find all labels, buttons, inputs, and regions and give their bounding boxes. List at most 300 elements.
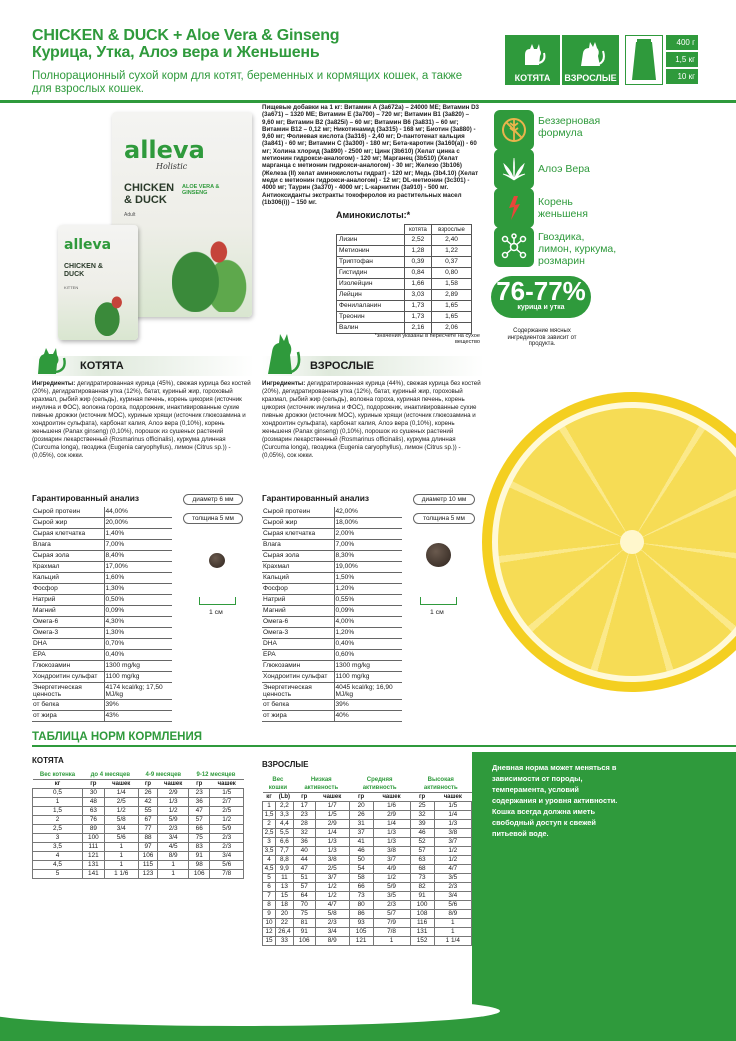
adult-ga-row <box>262 562 402 573</box>
fk-cell: 7/8 <box>210 870 244 879</box>
adult-ga-value: 0,40% <box>334 639 402 650</box>
badge-adult <box>562 35 620 85</box>
fk-cell: 47 <box>188 807 210 816</box>
kitten-ga-value: 1,30% <box>104 584 172 595</box>
fa-cell: 4,4 <box>276 820 294 829</box>
fa-cell: 10 <box>263 919 276 928</box>
amino-kitten-value: 2,16 <box>404 323 431 334</box>
fa-cell: 15 <box>263 937 276 946</box>
fa-cell: 1/4 <box>373 820 410 829</box>
adult-ga-table <box>262 507 402 722</box>
daily-note-text: Дневная норма может меняться в зависимости от породы, темперамента, условий содержания и уровня активности. Кошка всегда должна иметь свободный доступ к свежей питьевой воде. <box>492 763 618 838</box>
fk-cell: 5/8 <box>104 816 138 825</box>
kitten-ga-value: 0,70% <box>104 639 172 650</box>
kitten-scale-bar <box>199 597 236 605</box>
kitten-ga-row <box>32 562 172 573</box>
fa-cell: 6 <box>263 883 276 892</box>
adult-ga-row <box>262 507 402 518</box>
fa-unit: чашек <box>315 793 349 802</box>
fa-head-mid: Средняя активность <box>349 776 410 793</box>
amino-adult-value: 1,65 <box>432 312 472 323</box>
brand-logo: alleva <box>124 136 205 164</box>
amino-title: Аминокислоты:* <box>336 210 411 220</box>
fk-cell: 88 <box>138 834 158 843</box>
amino-col-kitten: котята <box>404 225 431 235</box>
fk-cell: 1 <box>33 798 83 807</box>
fa-cell: 4/7 <box>434 865 471 874</box>
adult-section-header <box>262 356 484 376</box>
fk-cell: 2,5 <box>33 825 83 834</box>
fa-row <box>263 937 472 946</box>
amino-name: Лизин <box>337 235 405 246</box>
adult-ga-row <box>262 606 402 617</box>
fa-cell: 1 1/4 <box>434 937 471 946</box>
package-art <box>172 212 250 312</box>
adult-ga-name: Хондроитин сульфат <box>262 672 334 683</box>
fa-cell: 22 <box>276 919 294 928</box>
fa-cell: 3/4 <box>434 892 471 901</box>
adult-ga-name: Кальций <box>262 573 334 584</box>
feeding-divider <box>32 745 736 747</box>
fk-cell: 106 <box>188 870 210 879</box>
fa-cell: 8/9 <box>315 937 349 946</box>
amino-name: Гистидин <box>337 268 405 279</box>
adult-ga-value: 1,20% <box>334 628 402 639</box>
fk-row <box>33 816 244 825</box>
fa-cell: 8 <box>263 901 276 910</box>
adult-ga-value: 2,00% <box>334 529 402 540</box>
fk-cell: 106 <box>138 852 158 861</box>
kitten-ga-value: 1,40% <box>104 529 172 540</box>
fa-cell: 32 <box>293 829 315 838</box>
kitten-ga-value: 0,40% <box>104 650 172 661</box>
kitten-ga-name: от белка <box>32 700 104 711</box>
meat-percent: 76-77% <box>496 276 586 306</box>
feature-aloe-label: Алоэ Вера <box>538 163 590 175</box>
feature-ginseng <box>494 188 534 228</box>
fk-unit: чашек <box>210 780 244 789</box>
amino-adult-value: 2,89 <box>432 290 472 301</box>
fa-cell: 73 <box>349 892 373 901</box>
fa-cell: 58 <box>349 874 373 883</box>
fk-unit: гр <box>138 780 158 789</box>
package-flavor: CHICKEN & DUCK <box>124 182 175 206</box>
kitten-ga-value: 20,00% <box>104 518 172 529</box>
molecule-icon <box>500 233 528 261</box>
amino-row <box>337 246 472 257</box>
fk-row <box>33 861 244 870</box>
adult-ga-row <box>262 540 402 551</box>
kitten-ga-value: 17,00% <box>104 562 172 573</box>
ginseng-icon <box>503 194 525 222</box>
fa-cell: 1/6 <box>373 802 410 811</box>
feature-aloe <box>494 149 534 189</box>
kitten-ga-title: Гарантированный анализ <box>32 493 140 503</box>
fa-cell: 12 <box>263 928 276 937</box>
adult-ga-name: Глюкозамин <box>262 661 334 672</box>
amino-kitten-value: 0,39 <box>404 257 431 268</box>
adult-ga-value: 42,00% <box>334 507 402 518</box>
fa-cell: 1 <box>434 928 471 937</box>
fa-cell: 1/5 <box>434 802 471 811</box>
kitten-ga-row <box>32 606 172 617</box>
fk-cell: 121 <box>83 852 105 861</box>
badge-kitten-label: КОТЯТА <box>514 73 551 83</box>
adult-ga-row <box>262 661 402 672</box>
fa-cell: 1 <box>434 919 471 928</box>
adult-ga-name: Сырая зола <box>262 551 334 562</box>
fk-cell: 4/5 <box>158 843 189 852</box>
fa-cell: 3/5 <box>434 874 471 883</box>
kitten-ga-name: Сырой жир <box>32 518 104 529</box>
adult-ga-name: Сырая клетчатка <box>262 529 334 540</box>
fk-cell: 2/3 <box>210 843 244 852</box>
amino-adult-value: 1,22 <box>432 246 472 257</box>
fa-cell: 3/5 <box>373 892 410 901</box>
kitten-ga-row <box>32 650 172 661</box>
weight-1-5kg: 1,5 кг <box>666 52 698 67</box>
fa-cell: 131 <box>410 928 434 937</box>
fa-cell: 46 <box>349 847 373 856</box>
fa-cell: 7,7 <box>276 847 294 856</box>
fa-cell: 5/8 <box>315 910 349 919</box>
fa-cell: 105 <box>349 928 373 937</box>
kitten-ga-name: Фосфор <box>32 584 104 595</box>
fk-cell: 115 <box>138 861 158 870</box>
fa-cell: 2/3 <box>434 883 471 892</box>
amino-row <box>337 323 472 334</box>
fk-cell: 77 <box>138 825 158 834</box>
fa-cell: 37 <box>349 829 373 838</box>
package-adult: Adult <box>124 212 136 218</box>
kitten-ga-row <box>32 711 172 722</box>
kitten-ingredients <box>32 380 252 460</box>
fa-cell: 1/7 <box>315 802 349 811</box>
fa-cell: 54 <box>349 865 373 874</box>
feeding-kitten-title: КОТЯТА <box>32 756 64 765</box>
fa-cell: 3/8 <box>434 829 471 838</box>
fk-cell: 3/4 <box>210 852 244 861</box>
fk-row <box>33 807 244 816</box>
additives-title: Пищевые добавки на 1 кг: <box>262 104 343 111</box>
adult-kibble <box>426 543 451 567</box>
aloe-icon <box>501 156 527 182</box>
fa-cell: 64 <box>293 892 315 901</box>
kitten-ga-name: Омега-3 <box>32 628 104 639</box>
fa-cell: 40 <box>293 847 315 856</box>
feature-grainfree <box>494 110 534 150</box>
kitten-ga-row <box>32 639 172 650</box>
adult-ingredients-text: дегидратированная курица (44%), свежая курица без костей (20%), дегидратированная утка (12%), батат, куриный жир, гороховый крахмал, рыбий жир (сельдь), волокна гороха, куриная печень, корень цикория (источник инулина и ФОС), подорожник, инактивированные сухие пивные дрожжи (источник MOC), куриные хрящи (источник глюкозамина и хондроитин сульфата), карбонат калия, Алоэ вера (0,10%), корень женьшеня (Panax ginseng) (0,10%), порошок из сушеных растений (розмарин лекарственный (Rosmarinus officinalis), куркума длинная (Curcuma longa), гвоздика (Eugenia caryophyllus), лимон (Citrus sp.)) - (0,05%), сок юкки. <box>262 380 481 459</box>
amino-col-adult: взрослые <box>432 225 472 235</box>
fa-cell: 25 <box>410 802 434 811</box>
adult-ga-row <box>262 617 402 628</box>
adult-ga-row <box>262 551 402 562</box>
fa-cell: 57 <box>410 847 434 856</box>
fa-cell: 3/7 <box>373 856 410 865</box>
fa-cell: 13 <box>276 883 294 892</box>
fk-row <box>33 870 244 879</box>
fk-cell: 1 <box>158 870 189 879</box>
fa-cell: 3,5 <box>263 847 276 856</box>
fa-cell: 6,6 <box>276 838 294 847</box>
fk-cell: 131 <box>83 861 105 870</box>
fa-cell: 46 <box>410 829 434 838</box>
adult-ga-value: 8,30% <box>334 551 402 562</box>
brand-line: Holistic <box>156 162 188 171</box>
fa-unit: чашек <box>373 793 410 802</box>
fk-cell: 1/5 <box>210 789 244 798</box>
fk-cell: 1 <box>104 852 138 861</box>
fk-cell: 3 <box>33 834 83 843</box>
fk-row <box>33 852 244 861</box>
fk-cell: 2/3 <box>158 825 189 834</box>
fa-cell: 2 <box>263 820 276 829</box>
fa-cell: 41 <box>349 838 373 847</box>
adult-ga-value: 4045 kcal/kg; 16,90 MJ/kg <box>334 683 402 700</box>
fa-row <box>263 829 472 838</box>
amino-note: *значения указаны в пересчете на сухое вещество <box>374 333 480 346</box>
kitten-ga-row <box>32 584 172 595</box>
kitten-section-header <box>32 356 254 376</box>
kitten-ga-value: 4,30% <box>104 617 172 628</box>
fk-cell: 1 <box>158 861 189 870</box>
kitten-ga-value: 1,30% <box>104 628 172 639</box>
fa-cell: 82 <box>410 883 434 892</box>
kitten-ga-row <box>32 595 172 606</box>
fa-cell: 1/2 <box>373 874 410 883</box>
fa-cell: 70 <box>293 901 315 910</box>
amino-table <box>336 224 472 334</box>
fk-cell: 67 <box>138 816 158 825</box>
kitten-scale-label: 1 см <box>209 609 223 616</box>
fa-cell: 1/2 <box>315 892 349 901</box>
fa-cell: 63 <box>410 856 434 865</box>
adult-ga-value: 19,00% <box>334 562 402 573</box>
adult-ga-row <box>262 529 402 540</box>
fa-cell: 2,2 <box>276 802 294 811</box>
kitten-ga-name: Омега-6 <box>32 617 104 628</box>
fa-cell: 3 <box>263 838 276 847</box>
fa-cell: 44 <box>293 856 315 865</box>
fk-cell: 1/2 <box>104 807 138 816</box>
fa-cell: 9,9 <box>276 865 294 874</box>
kitten-ga-name: Глюкозамин <box>32 661 104 672</box>
kitten-ga-name: Энергетическая ценность <box>32 683 104 700</box>
kitten-ga-name: от жира <box>32 711 104 722</box>
fk-cell: 48 <box>83 798 105 807</box>
fa-cell: 73 <box>410 874 434 883</box>
kitten-ga-name: Сырая клетчатка <box>32 529 104 540</box>
fk-cell: 5/9 <box>210 825 244 834</box>
kitten-ga-row <box>32 672 172 683</box>
fk-cell: 76 <box>83 816 105 825</box>
kitten-ga-row <box>32 573 172 584</box>
adult-ga-row <box>262 650 402 661</box>
fk-cell: 91 <box>188 852 210 861</box>
adult-ga-value: 0,55% <box>334 595 402 606</box>
adult-ga-value: 7,00% <box>334 540 402 551</box>
kitten-ga-row <box>32 551 172 562</box>
meat-note: Содержание мясных ингредиентов зависит от продукта. <box>507 328 577 348</box>
fk-cell: 2/9 <box>158 789 189 798</box>
fa-cell: 26,4 <box>276 928 294 937</box>
fa-cell: 106 <box>293 937 315 946</box>
adult-ga-value: 1,20% <box>334 584 402 595</box>
fa-cell: 7/9 <box>373 919 410 928</box>
adult-ga-name: DHA <box>262 639 334 650</box>
fa-row <box>263 856 472 865</box>
fk-cell: 111 <box>83 843 105 852</box>
product-title-ru: Курица, Утка, Алоэ вера и Женьшень <box>32 44 320 61</box>
amino-name: Валин <box>337 323 405 334</box>
adult-ga-name: Магний <box>262 606 334 617</box>
adult-ga-value: 40% <box>334 711 402 722</box>
fk-cell: 1/2 <box>210 816 244 825</box>
adult-ga-row <box>262 700 402 711</box>
fk-cell: 1/2 <box>158 807 189 816</box>
fa-cell: 28 <box>293 820 315 829</box>
fa-cell: 57 <box>293 883 315 892</box>
feature-grainfree-label: Беззерновая формула <box>538 115 601 139</box>
kitten-ga-row <box>32 683 172 700</box>
kitten-ga-value: 7,00% <box>104 540 172 551</box>
kitten-ga-value: 39% <box>104 700 172 711</box>
fa-cell: 1/4 <box>315 829 349 838</box>
fa-cell: 39 <box>410 820 434 829</box>
adult-scale-bar <box>420 597 457 605</box>
fa-row <box>263 892 472 901</box>
fa-cell: 75 <box>293 910 315 919</box>
fk-unit: кг <box>33 780 83 789</box>
kitten-ga-value: 0,50% <box>104 595 172 606</box>
fa-cell: 3/8 <box>373 847 410 856</box>
fa-cell: 5/9 <box>373 883 410 892</box>
fa-row <box>263 883 472 892</box>
fk-unit: чашек <box>104 780 138 789</box>
adult-section-title: ВЗРОСЛЫЕ <box>310 360 374 372</box>
fa-cell: 33 <box>276 937 294 946</box>
fk-cell: 5/6 <box>210 861 244 870</box>
adult-ga-value: 0,60% <box>334 650 402 661</box>
fa-row <box>263 811 472 820</box>
amino-name: Лейцин <box>337 290 405 301</box>
fa-cell: 51 <box>293 874 315 883</box>
fk-cell: 3/4 <box>104 825 138 834</box>
fa-cell: 3,3 <box>276 811 294 820</box>
meat-percent-sub: курица и утка <box>517 304 565 311</box>
kitten-ingredients-text: дегидратированная курица (45%), свежая курица без костей (20%), дегидратированная утка (12%), батат, куриный жир, гороховый крахмал, рыбий жир (сельдь), куриная печень, корень цикория (источник инулина и ФОС), волокна гороха, подорожник, инактивированные сухие пивные дрожжи (источник MOC), куриные хрящи (источник глюкозамина и хондроитин сульфата), карбонат калия, Алоэ вера (0,10%), корень женьшеня (Panax ginseng) (0,10%), порошок из сушеных растений (розмарин лекарственный (Rosmarinus officinalis), куркума длинная (Curcuma longa), гвоздика (Eugenia caryophyllus), лимон (Citrus sp.)) - (0,05%), сок юкки. <box>32 380 251 459</box>
kitten-thickness: толщина 5 мм <box>183 513 243 524</box>
amino-row <box>337 235 472 246</box>
fk-cell: 1 1/6 <box>104 870 138 879</box>
kitten-ga-row <box>32 529 172 540</box>
package-flavor-small: CHICKEN & DUCK <box>64 263 103 278</box>
adult-ga-value: 1,50% <box>334 573 402 584</box>
fa-cell: 2/9 <box>373 811 410 820</box>
fa-cell: 52 <box>410 838 434 847</box>
amino-name: Триптофан <box>337 257 405 268</box>
fk-cell: 30 <box>83 789 105 798</box>
kitten-ga-row <box>32 617 172 628</box>
kitten-ga-name: Сырая зола <box>32 551 104 562</box>
adult-ga-name: Влага <box>262 540 334 551</box>
fa-cell: 108 <box>410 910 434 919</box>
adult-ingredients <box>262 380 482 460</box>
fk-cell: 2/5 <box>210 807 244 816</box>
kitten-ga-value: 4174 kcal/kg; 17,50 MJ/kg <box>104 683 172 700</box>
fa-cell: 47 <box>293 865 315 874</box>
kitten-ga-value: 0,09% <box>104 606 172 617</box>
header <box>0 0 736 100</box>
package-art-small <box>88 280 136 336</box>
fk-cell: 83 <box>188 843 210 852</box>
fa-cell: 152 <box>410 937 434 946</box>
adult-ga-name: Натрий <box>262 595 334 606</box>
fa-cell: 91 <box>410 892 434 901</box>
meat-percent-badge <box>491 276 591 318</box>
kitten-ga-name: EPA <box>32 650 104 661</box>
fa-cell: 17 <box>293 802 315 811</box>
fa-cell: 66 <box>349 883 373 892</box>
kitten-ga-value: 1300 mg/kg <box>104 661 172 672</box>
fk-cell: 42 <box>138 798 158 807</box>
amino-adult-value: 0,80 <box>432 268 472 279</box>
fa-row <box>263 820 472 829</box>
fk-cell: 4,5 <box>33 861 83 870</box>
fa-cell: 18 <box>276 901 294 910</box>
fk-cell: 1/4 <box>104 789 138 798</box>
kitten-section-title: КОТЯТА <box>80 360 124 372</box>
fk-row <box>33 825 244 834</box>
amino-kitten-value: 1,73 <box>404 301 431 312</box>
fk-cell: 141 <box>83 870 105 879</box>
weight-400g: 400 г <box>666 35 698 50</box>
adult-ga-row <box>262 683 402 700</box>
fk-cell: 2 <box>33 816 83 825</box>
fa-head-weight: Вес кошки <box>263 776 294 793</box>
badge-kitten <box>505 35 561 85</box>
brand-logo-small: alleva <box>64 237 112 253</box>
adult-ga-value: 1100 mg/kg <box>334 672 402 683</box>
adult-ga-name: от жира <box>262 711 334 722</box>
kitten-ga-name: Сырой протеин <box>32 507 104 518</box>
feature-herbs <box>494 227 534 267</box>
adult-diameter: диаметр 10 мм <box>413 494 475 505</box>
fa-row <box>263 847 472 856</box>
fa-cell: 68 <box>410 865 434 874</box>
fa-cell: 20 <box>349 802 373 811</box>
fa-row <box>263 910 472 919</box>
adult-ga-value: 1300 mg/kg <box>334 661 402 672</box>
product-subtitle: Полнорационный сухой корм для котят, беременных и кормящих кошек, а также для взрослых кошек. <box>32 70 463 95</box>
cat-icon <box>576 39 606 67</box>
amino-name: Фенилаланин <box>337 301 405 312</box>
kitten-ga-row <box>32 628 172 639</box>
fa-unit: гр <box>293 793 315 802</box>
bottom-wave <box>0 1010 736 1041</box>
fa-cell: 121 <box>349 937 373 946</box>
adult-ga-row <box>262 595 402 606</box>
amino-kitten-value: 2,52 <box>404 235 431 246</box>
kitten-ga-name: Хондроитин сульфат <box>32 672 104 683</box>
fk-cell: 89 <box>83 825 105 834</box>
fk-cell: 1 <box>104 861 138 870</box>
fa-cell: 50 <box>349 856 373 865</box>
adult-thickness: толщина 5 мм <box>413 513 475 524</box>
kitten-ga-row <box>32 540 172 551</box>
kitten-ga-name: Магний <box>32 606 104 617</box>
